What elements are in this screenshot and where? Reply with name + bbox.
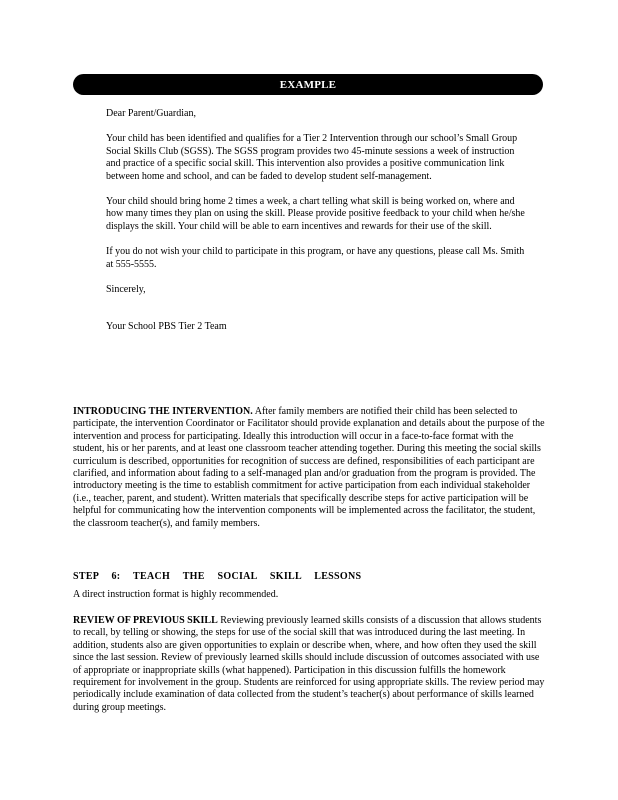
step6-heading: STEP 6: TEACH THE SOCIAL SKILL LESSONS (73, 571, 362, 582)
banner-title: EXAMPLE (279, 78, 337, 91)
letter-paragraph: If you do not wish your child to participate in this program, or have any questions, please call Ms. Smith at 555-5555. (106, 246, 525, 270)
intro-heading: INTRODUCING THE INTERVENTION. (73, 406, 253, 417)
review-text: Reviewing previously learned skills consists of a discussion that allows students to recall, by telling or showing, the steps for use of the social skill that was introduced during the last meeting. In addition, students also are given opportunities to explain or describe when, where, and how often they used the skill since the last session. Review of previously learned skills should include discussion of outcomes associated with use of appropriate or inappropriate skills (what happened). Participation in this discussion fulfills the homework requirement for involvement in the group. Students are reinforced for using appropriate skills. The review period may periodically include examination of data collected from the student’s teacher(s) about performance of skills learned during group meetings. (73, 615, 545, 713)
intro-paragraph (73, 406, 547, 530)
letter-signature: Your School PBS Tier 2 Team (106, 321, 227, 333)
example-banner (73, 74, 543, 95)
review-section (73, 615, 547, 714)
letter-paragraph: Your child has been identified and qualifies for a Tier 2 Intervention through our school’s Small Group Social Skills Club (SGSS). The SGSS program provides two 45-minute sessions a week of instruction and practice of a specific social skill. This intervention also provides a positive communication link between home and school, and can be faded to develop student self-management. (106, 133, 518, 182)
intro-text: After family members are notified their child has been selected to participate, the intervention Coordinator or Facilitator should provide explanation and details about the purpose of the intervention and process for participating. Ideally this introduction will occur in a face-to-face format with the student, his or her parents, and at least one classroom teacher attending together. During this meeting the social skills curriculum is described, opportunities for recognition of success are defined, responsibilities of each participant are clarified, and information about fading to a self-managed plan and/or graduation from the program is provided. The introductory meeting is the time to establish commitment for active participation from each individual stakeholder (i.e., teacher, parent, and student). Written materials that specifically describe steps for active participation will be helpful for communicating how the intervention components will be implemented across the facilitator, the student, the classroom teacher(s), and family members. (73, 406, 545, 529)
letter-paragraph: Your child should bring home 2 times a week, a chart telling what skill is being worked on, where and how many times they plan on using the skill. Please provide positive feedback to your child when he/she displays the skill. Your child will be able to earn incentives and rewards for their use of the skill. (106, 196, 525, 232)
review-paragraph (73, 615, 547, 714)
example-letter (106, 108, 526, 347)
step6-subtext: A direct instruction format is highly recommended. (73, 589, 279, 600)
letter-salutation: Dear Parent/Guardian, (106, 108, 196, 119)
review-heading: REVIEW OF PREVIOUS SKILL (73, 615, 218, 626)
letter-closing: Sincerely, (106, 284, 146, 296)
intro-section (73, 406, 547, 530)
